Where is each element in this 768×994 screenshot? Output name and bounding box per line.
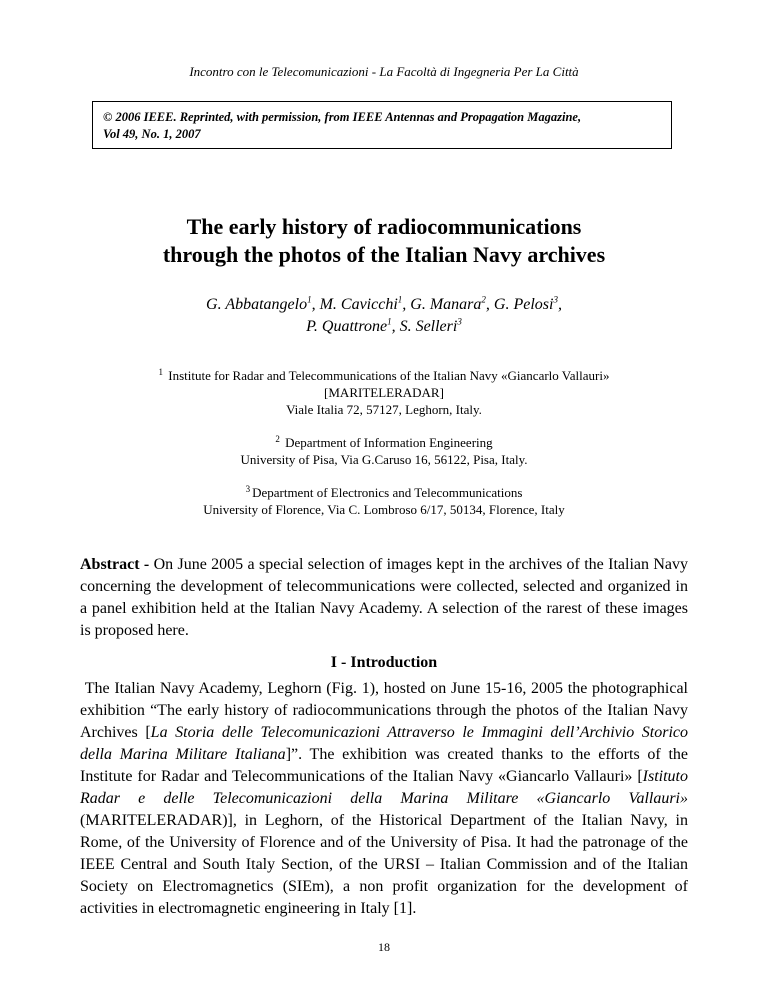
author-affil-sup: 3 — [553, 294, 558, 305]
copyright-line-2: Vol 49, No. 1, 2007 — [103, 127, 201, 141]
affiliation-line: [MARITELERADAR] — [324, 385, 444, 400]
running-header: Incontro con le Telecomunicazioni - La Facoltà di Ingegneria Per La Città — [189, 64, 579, 79]
copyright-line-1: © 2006 IEEE. Reprinted, with permission, from IEEE Antennas and Propagation Magazine, — [103, 110, 582, 124]
authors-line-2: P. Quattrone$^1$, S. Selleri$^3$ — [306, 316, 462, 335]
abstract-text: On June 2005 a special selection of images kept in the archives of the Italian Navy concerning the development of telecommunications were collected, selected and organized in a panel exhibition held at the Italian Navy Academy. A selection of the rarest of these images is proposed here. — [80, 556, 688, 639]
affiliation-1 — [0, 367, 768, 418]
abstract — [80, 554, 688, 642]
affiliation-line: Department of Electronics and Telecommunications — [252, 485, 523, 500]
affiliation-line: Department of Information Engineering — [285, 435, 493, 450]
section-heading: I - Introduction — [330, 654, 438, 671]
author-name: P. Quattrone — [306, 318, 388, 335]
affiliation-sup: 3 — [245, 483, 251, 494]
abstract-label: Abstract - — [80, 556, 150, 573]
author-affil-sup: 2 — [481, 294, 486, 305]
affiliation-sup: 2 — [275, 433, 280, 444]
author-name: M. Cavicchi — [319, 296, 398, 313]
copyright-notice — [92, 101, 672, 149]
title-line-2: through the photos of the Italian Navy archives — [162, 242, 606, 267]
affiliation-line: University of Florence, Via C. Lombroso 6/17, 50134, Florence, Italy — [203, 502, 565, 517]
author-name: G. Pelosi — [493, 296, 554, 313]
author-affil-sup: 1 — [387, 316, 392, 327]
author-affil-sup: 1 — [397, 294, 403, 305]
page-number: 18 — [378, 940, 390, 954]
affiliation-line: University of Pisa, Via G.Caruso 16, 56122, Pisa, Italy. — [240, 452, 528, 467]
affiliation-3 — [0, 484, 768, 518]
affiliation-line: Institute for Radar and Telecommunications of the Italian Navy «Giancarlo Vallauri» — [168, 368, 610, 383]
paper-title — [0, 213, 768, 269]
author-affil-sup: 3 — [457, 316, 462, 327]
italian-institute-name: Istituto Radar e delle Telecomunicazioni della Marina Militare «Giancarlo Vallauri» — [80, 768, 688, 807]
introduction-paragraph: The Italian Navy Academy, Leghorn (Fig. 1), hosted on June 15-16, 2005 the photographical exhibition “The early history of radiocommunications through the photos of the Italian Navy Archives [La Storia delle Telecomunicazioni Attraverso le Immagini dell’Archivio Storico della Marina Militare Italiana]”. The exhibition was created thanks to the efforts of the Institute for Radar and Telecommunications of the Italian Navy «Giancarlo Vallauri» [Istituto Radar e delle Telecomunicazioni della Marina Militare «Giancarlo Vallauri» (MARITELERADAR)], in Leghorn, of the Historical Department of the Italian Navy, in Rome, of the University of Florence and of the University of Pisa. It had the patronage of the IEEE Central and South Italy Section, of the URSI – Italian Commission and of the Italian Society on Electromagnetics (SIEm), a non profit organization for the development of activities in electromagnetic engineering in Italy [1]. — [80, 680, 689, 917]
author-name: S. Selleri — [399, 318, 458, 335]
author-name: G. Manara — [410, 296, 482, 313]
affiliation-sup: 1 — [158, 366, 164, 377]
title-line-1: The early history of radiocommunications — [186, 214, 582, 239]
author-name: G. Abbatangelo — [206, 296, 308, 313]
affiliation-line: Viale Italia 72, 57127, Leghorn, Italy. — [286, 402, 482, 417]
authors-line-1: G. Abbatangelo$^1$, M. Cavicchi$^1$, G. Manara$^2$, G. Pelosi$^3$, — [206, 294, 562, 313]
author-affil-sup: 1 — [307, 294, 312, 305]
affiliation-2 — [0, 434, 768, 468]
author-list — [0, 294, 768, 338]
italian-title: La Storia delle Telecomunicazioni Attraverso le Immagini dell’Archivio Storico della Marina Militare Italiana — [80, 724, 688, 763]
